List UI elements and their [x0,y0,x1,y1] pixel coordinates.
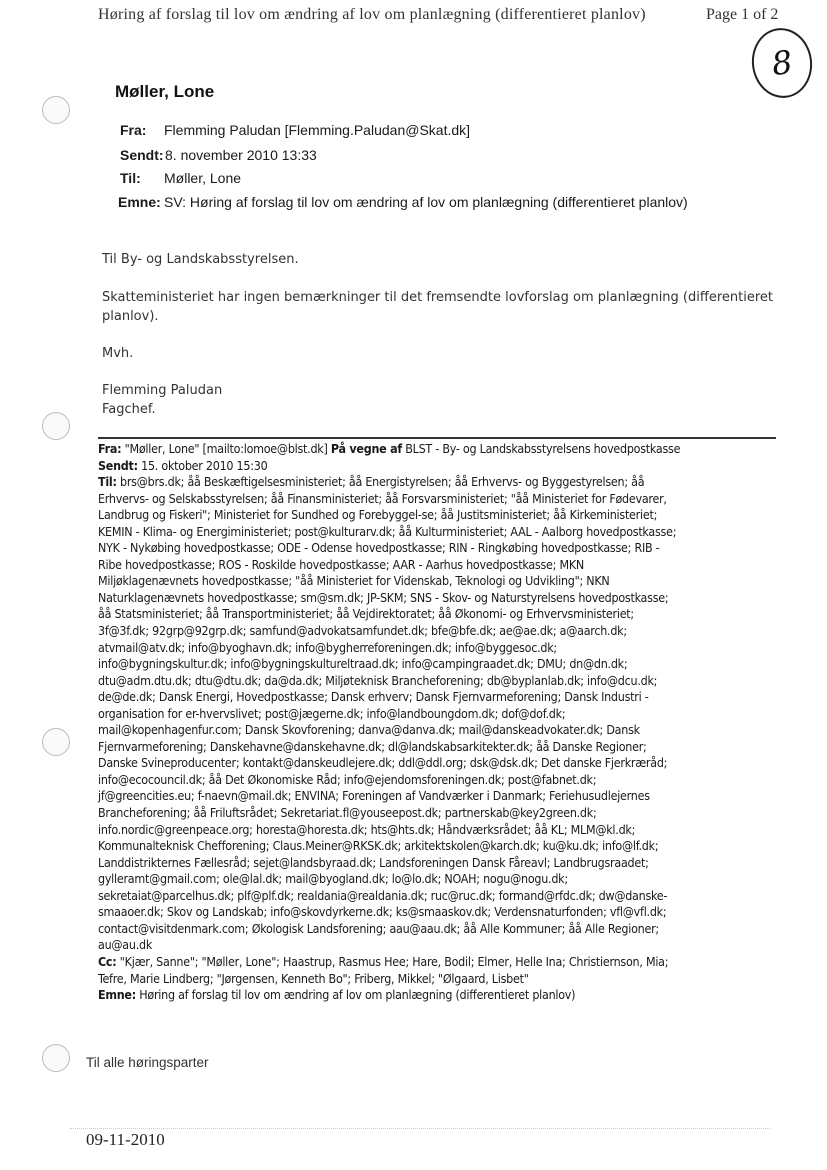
fw-sent-value: 15. oktober 2010 15:30 [141,457,268,473]
body-regards: Mvh. [102,346,134,361]
fw-on-behalf-label: På vegne af [330,441,402,456]
to-value: Møller, Lone [164,170,242,186]
punch-hole-icon [42,728,70,756]
print-header-title: Høring af forslag til lov om ændring af lov om planlægning (differentieret planlov) [98,6,646,23]
fw-to-line: dtu@adm.dtu.dk; dtu@dtu.dk; da@da.dk; Miljøteknisk Brancheforening; db@byplanlab.dk; info@dcu.dk; [98,672,658,688]
reply-sent-row [120,147,317,163]
fw-sent-row [98,458,778,475]
punch-hole-icon [42,412,70,440]
footer-date: 09-11-2010 [86,1130,165,1149]
fw-from-value: "Møller, Lone" [mailto:lomoe@blst.dk] [124,441,328,456]
fw-to-line: Kommunalteknisk Chefforening; Claus.Meiner@RKSK.dk; arkitektskolen@karch.dk; ku@ku.dk; info@lf.dk; [98,838,659,854]
reply-subject-row [118,194,688,210]
fw-on-behalf-value: BLST - By- og Landskabsstyrelsens hovedpostkasse [405,441,681,456]
print-header-page-number: Page 1 of 2 [706,6,779,23]
fw-to-line: 3f@3f.dk; 92grp@92grp.dk; samfund@advokatsamfundet.dk; bfe@bfe.dk; ae@ae.dk; a@aarch.dk; [98,623,627,639]
fw-to-line: organisation for er-hvervslivet; post@jægerne.dk; info@landboungdom.dk; dof@dof.dk; [98,705,566,721]
fw-to-line: mail@kopenhagenfur.com; Dansk Skovforening; danva@danva.dk; mail@danskeadvokater.dk; Dansk [98,722,640,738]
fw-to-line: Miljøklagenævnets hovedpostkasse; "åå Ministeriet for Videnskab, Teknologi og Udvikling"; NKN [98,573,610,589]
closing-line: Til alle høringsparter [86,1055,209,1070]
fw-to-recipients [98,474,778,954]
forward-separator-line [98,437,776,439]
fw-to-line: smaaoer.dk; Skov og Landskab; info@skovdyrkerne.dk; ks@smaaskov.dk; Verdensnaturfonden; vfl@vfl.dk; [98,904,667,920]
sent-value: 8. november 2010 13:33 [165,147,317,163]
fw-cc-label: Cc: [98,953,117,969]
body-paragraph-line-1: Skatteministeriet har ingen bemærkninger til det fremsendte lovforslag om planlægning (differentieret [102,290,773,305]
body-paragraph-line-2: planlov). [102,309,159,324]
fw-cc-line: Cc: "Kjær, Sanne"; "Møller, Lone"; Haastrup, Rasmus Hee; Hare, Bodil; Elmer, Helle Ina; Christiernson, Mia; [98,953,669,969]
fw-to-line: au@au.dk [98,937,153,953]
from-label: Fra: [120,122,147,138]
forwarded-message-header [98,441,778,1004]
subject-label: Emne: [118,194,161,210]
fw-to-line: KEMIN - Klima- og Energiministeriet; post@kulturarv.dk; åå Kulturministeriet; AAL - Aalborg hovedpostkasse; [98,523,677,539]
reply-to-row [120,170,241,186]
punch-hole-icon [42,1044,70,1072]
fw-from-label: Fra: [98,441,122,456]
fw-to-line: gylleramt@gmail.com; ole@lal.dk; mail@byogland.dk; lo@lo.dk; NOAH; nogu@nogu.dk; [98,871,568,887]
signature-name: Flemming Paludan [102,383,223,398]
reply-from-row [120,122,470,138]
fw-to-line: Landbrug og Fiskeri"; Ministeriet for Sundhed og Forebyggel-se; åå Justitsministeriet; åå Kirkeministeriet; [98,507,658,523]
fw-to-line: info@bygningskultur.dk; info@bygningskultureltraad.dk; info@campingraadet.dk; DMU; dn@dn.dk; [98,656,628,672]
fw-to-label: Til: [98,474,117,490]
fw-to-line: Fjernvarmeforening; Danskehavne@danskehavne.dk; dl@landskabsarkitekter.dk; åå Danske Regioner; [98,738,647,754]
fw-to-line: Erhvervs- og Selskabsstyrelsen; åå Finansministeriet; åå Forsvarsministeriet; "åå Ministeriet for Fødevarer, [98,490,667,506]
fw-subject-label: Emne: [98,987,136,1003]
to-label: Til: [120,170,141,186]
punch-hole-icon [42,96,70,124]
fw-to-line: sekretaiat@parcelhus.dk; plf@plf.dk; realdania@realdania.dk; ruc@ruc.dk; formand@rfdc.dk; dw@danske- [98,887,668,903]
fw-cc-recipients [98,954,778,987]
fw-to-line: Naturklagenævnets hovedpostkasse; sm@sm.dk; JP-SKM; SNS - Skov- og Naturstyrelsens hovedpostkasse; [98,589,669,605]
fw-to-line: atvmail@atv.dk; info@byoghavn.dk; info@bygherreforeningen.dk; info@byggesoc.dk; [98,639,557,655]
mailbox-owner-name: Møller, Lone [115,82,215,101]
fw-to-line: Til: brs@brs.dk; åå Beskæftigelsesministeriet; åå Energistyrelsen; åå Erhvervs- og Byggestyrelsen; åå [98,474,645,490]
sent-label: Sendt: [120,147,164,163]
from-value: Flemming Paludan [Flemming.Paludan@Skat.dk] [164,122,471,138]
fw-to-line: jf@greencities.eu; f-naevn@mail.dk; ENVINA; Foreningen af Vandværker i Danmark; Feriehusudlejernes [98,788,650,804]
footer-divider [70,1128,770,1129]
fw-from-row [98,441,778,458]
signature-title: Fagchef. [102,402,156,417]
fw-cc-line: Tefre, Marie Lindberg; "Jørgensen, Kenneth Bo"; Friberg, Mikkel; "Ølgaard, Lisbet" [98,970,529,986]
fw-to-line: Landdistrikternes Fællesråd; sejet@landsbyraad.dk; Landsforeningen Dansk Fåreavl; Landbrugsraadet; [98,854,649,870]
fw-to-line: de@de.dk; Dansk Energi, Hovedpostkasse; Dansk erhverv; Dansk Fjernvarmeforening; Dansk Industri - [98,689,649,705]
fw-to-line: Danske Svineproducenter; kontakt@danskeudlejere.dk; ddl@ddl.org; dsk@dsk.dk; Det danske Fjerkræråd; [98,755,668,771]
fw-to-line: info@ecocouncil.dk; åå Det Økonomiske Råd; info@ejendomsforeningen.dk; post@fabnet.dk; [98,771,597,787]
handwritten-circled-number: 8 [747,24,816,102]
fw-sent-label: Sendt: [98,457,138,473]
fw-to-line: Brancheforening; åå Friluftsrådet; Sekretariat.fl@youseepost.dk; partnerskab@key2green.dk; [98,805,597,821]
fw-to-line: NYK - Nykøbing hovedpostkasse; ODE - Odense hovedpostkasse; RIN - Ringkøbing hovedpostkasse; RIB - [98,540,660,556]
fw-to-line: Ribe hovedpostkasse; ROS - Roskilde hovedpostkasse; AAR - Aarhus hovedpostkasse; MKN [98,556,584,572]
fw-to-line: åå Statsministeriet; åå Transportministeriet; åå Vejdirektoratet; åå Økonomi- og Erhvervsministeriet; [98,606,634,622]
fw-to-line: contact@visitdenmark.com; Økologisk Landsforening; aau@aau.dk; åå Alle Kommuner; åå Alle Regioner; [98,920,659,936]
fw-to-line: info.nordic@greenpeace.org; horesta@horesta.dk; hts@hts.dk; Håndværksrådet; åå KL; MLM@kl.dk; [98,821,636,837]
subject-value: SV: Høring af forslag til lov om ændring af lov om planlægning (differentieret planlov) [164,194,688,210]
body-greeting: Til By- og Landskabsstyrelsen. [102,252,299,267]
fw-subject-row [98,987,778,1004]
fw-subject-value: Høring af forslag til lov om ændring af lov om planlægning (differentieret planlov) [139,987,576,1003]
